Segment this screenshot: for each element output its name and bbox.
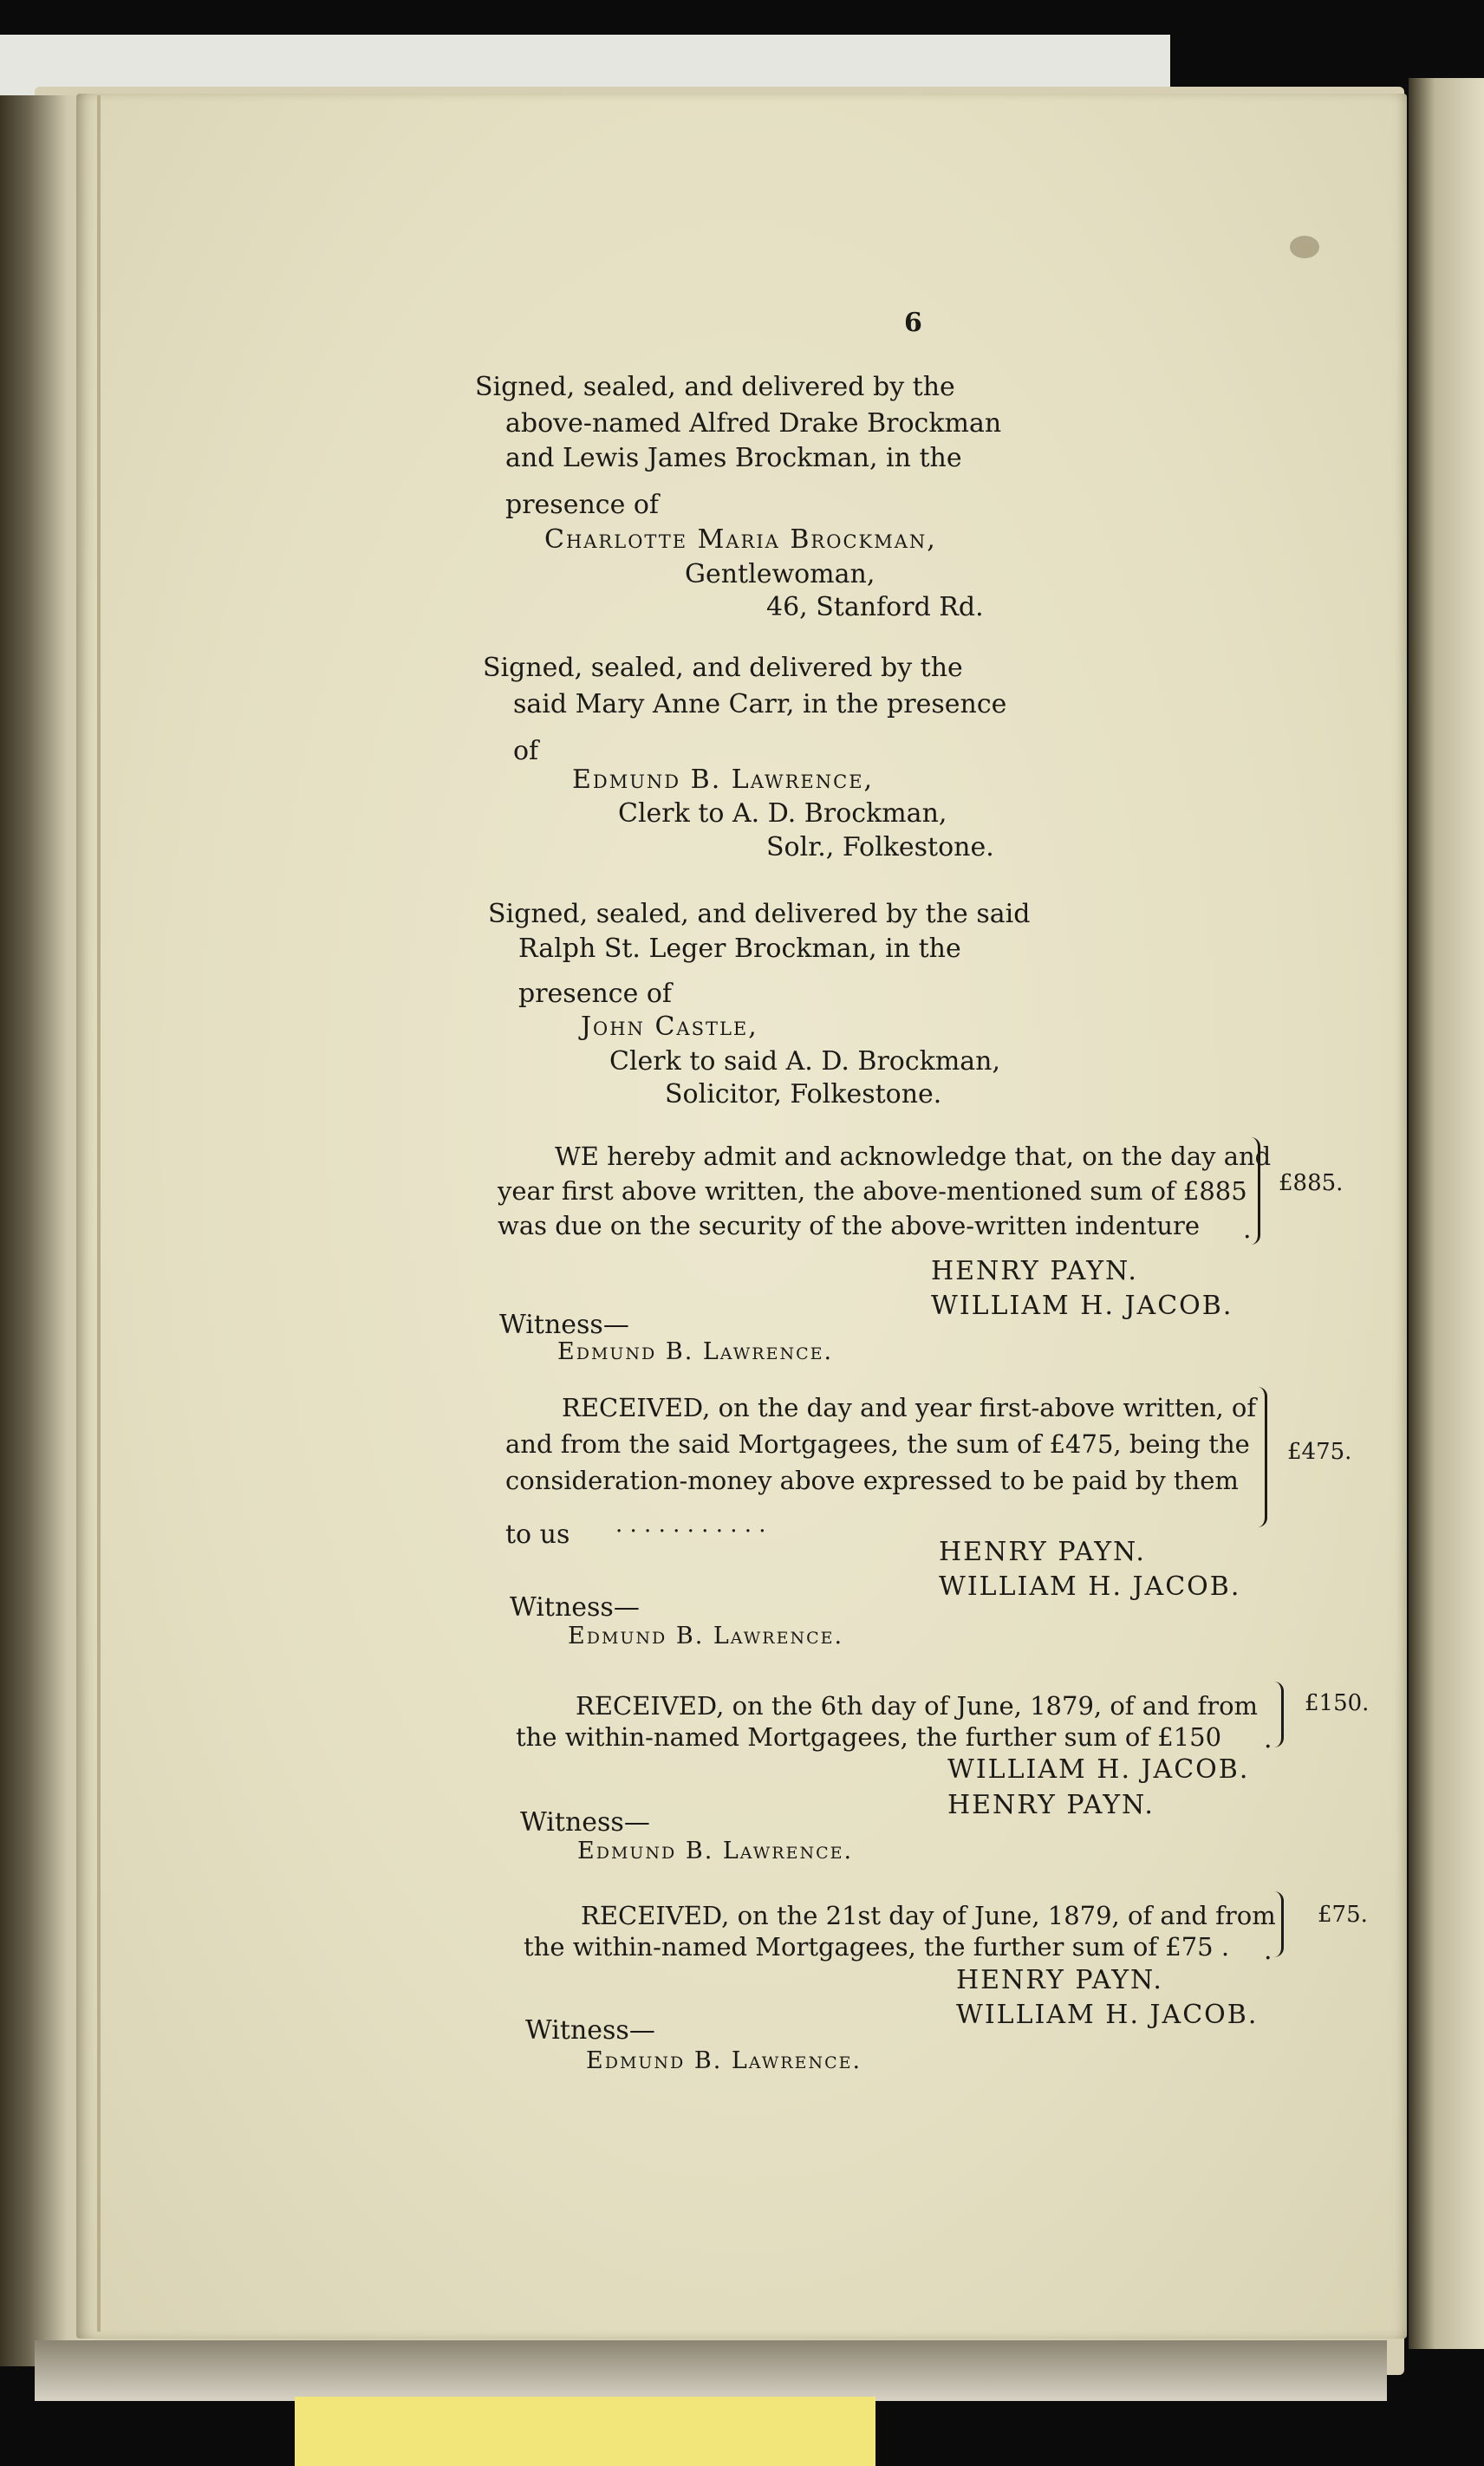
receipt-amount: £475. <box>1287 1439 1352 1465</box>
page-margin-rule <box>97 95 101 2332</box>
attestation-line: Signed, sealed, and delivered by the said <box>488 899 1031 929</box>
receipt-line: RECEIVED, on the day and year first-above written, of <box>562 1393 1257 1422</box>
attestation-line: Ralph St. Leger Brockman, in the <box>518 934 961 964</box>
witness-name: Edmund B. Lawrence. <box>568 1623 844 1649</box>
signatory: WILLIAM H. JACOB. <box>947 1754 1250 1785</box>
witness-description: Gentlewoman, <box>685 559 875 589</box>
attestation-line: Signed, sealed, and delivered by the <box>483 653 963 683</box>
page-stain <box>1290 236 1319 258</box>
receipt-line: was due on the security of the above-written indenture <box>498 1211 1201 1240</box>
page-number: 6 <box>904 308 922 338</box>
dot-leader: . <box>1264 1724 1272 1754</box>
dot-leader: . . . . . . . . . . . <box>615 1512 766 1538</box>
attestation-line: presence of <box>505 490 660 520</box>
attestation-line: Signed, sealed, and delivered by the <box>475 372 955 402</box>
receipt-line: RECEIVED, on the 6th day of June, 1879, of and from <box>576 1691 1259 1721</box>
amount-brace <box>1274 1891 1284 1957</box>
attestation-line: said Mary Anne Carr, in the presence <box>513 689 1007 719</box>
witness-description: Clerk to A. D. Brockman, <box>618 798 947 829</box>
receipt-line: the within-named Mortgagees, the further sum of £75 . <box>524 1932 1230 1962</box>
signatory: WILLIAM H. JACOB. <box>956 2000 1259 2030</box>
amount-brace <box>1251 1137 1260 1245</box>
amount-brace <box>1274 1682 1284 1747</box>
attestation-line: presence of <box>518 979 673 1009</box>
dot-leader: . <box>1243 1214 1252 1245</box>
amount-brace <box>1258 1387 1267 1527</box>
attestation-line: above-named Alfred Drake Brockman <box>505 408 1002 439</box>
receipt-line: WE hereby admit and acknowledge that, on the day and <box>555 1142 1272 1171</box>
witness-label: Witness— <box>520 1807 650 1838</box>
witness-label: Witness— <box>510 1592 640 1623</box>
witness-name: Charlotte Maria Brockman, <box>544 524 937 555</box>
witness-name: Edmund B. Lawrence. <box>557 1338 834 1365</box>
signatory: WILLIAM H. JACOB. <box>939 1571 1241 1602</box>
receipt-line: year first above written, the above-mentioned sum of £885 <box>498 1176 1247 1206</box>
witness-name: Edmund B. Lawrence, <box>572 765 875 795</box>
receipt-amount: £75. <box>1318 1902 1368 1928</box>
receipt-line: RECEIVED, on the 21st day of June, 1879, of and from <box>581 1901 1276 1930</box>
signatory: WILLIAM H. JACOB. <box>931 1291 1233 1321</box>
attestation-line: and Lewis James Brockman, in the <box>505 443 962 473</box>
signatory: HENRY PAYN. <box>956 1965 1163 1995</box>
witness-description: 46, Stanford Rd. <box>766 592 984 622</box>
witness-label: Witness— <box>499 1310 629 1340</box>
signatory: HENRY PAYN. <box>939 1537 1146 1567</box>
witness-description: Solr., Folkestone. <box>766 832 994 862</box>
receipt-line: consideration-money above expressed to be paid by them <box>505 1466 1239 1495</box>
yellow-tab <box>295 2397 875 2466</box>
attestation-line: of <box>513 736 539 766</box>
witness-name: Edmund B. Lawrence. <box>577 1838 854 1864</box>
witness-description: Solicitor, Folkestone. <box>665 1079 942 1109</box>
receipt-line: the within-named Mortgagees, the further sum of £150 <box>516 1722 1222 1752</box>
right-facing-page-edge <box>1409 78 1484 2349</box>
signatory: HENRY PAYN. <box>931 1256 1138 1286</box>
receipt-amount: £885. <box>1279 1170 1344 1196</box>
receipt-amount: £150. <box>1305 1690 1370 1716</box>
witness-label: Witness— <box>525 2015 655 2046</box>
witness-name: Edmund B. Lawrence. <box>586 2047 862 2074</box>
witness-description: Clerk to said A. D. Brockman, <box>609 1046 1001 1077</box>
receipt-line: to us <box>505 1519 570 1550</box>
bottom-book-edge <box>35 2340 1387 2401</box>
signatory: HENRY PAYN. <box>947 1790 1155 1820</box>
witness-name: John Castle, <box>581 1012 758 1042</box>
dot-leader: . <box>1264 1936 1272 1966</box>
receipt-line: and from the said Mortgagees, the sum of £475, being the <box>505 1429 1250 1459</box>
